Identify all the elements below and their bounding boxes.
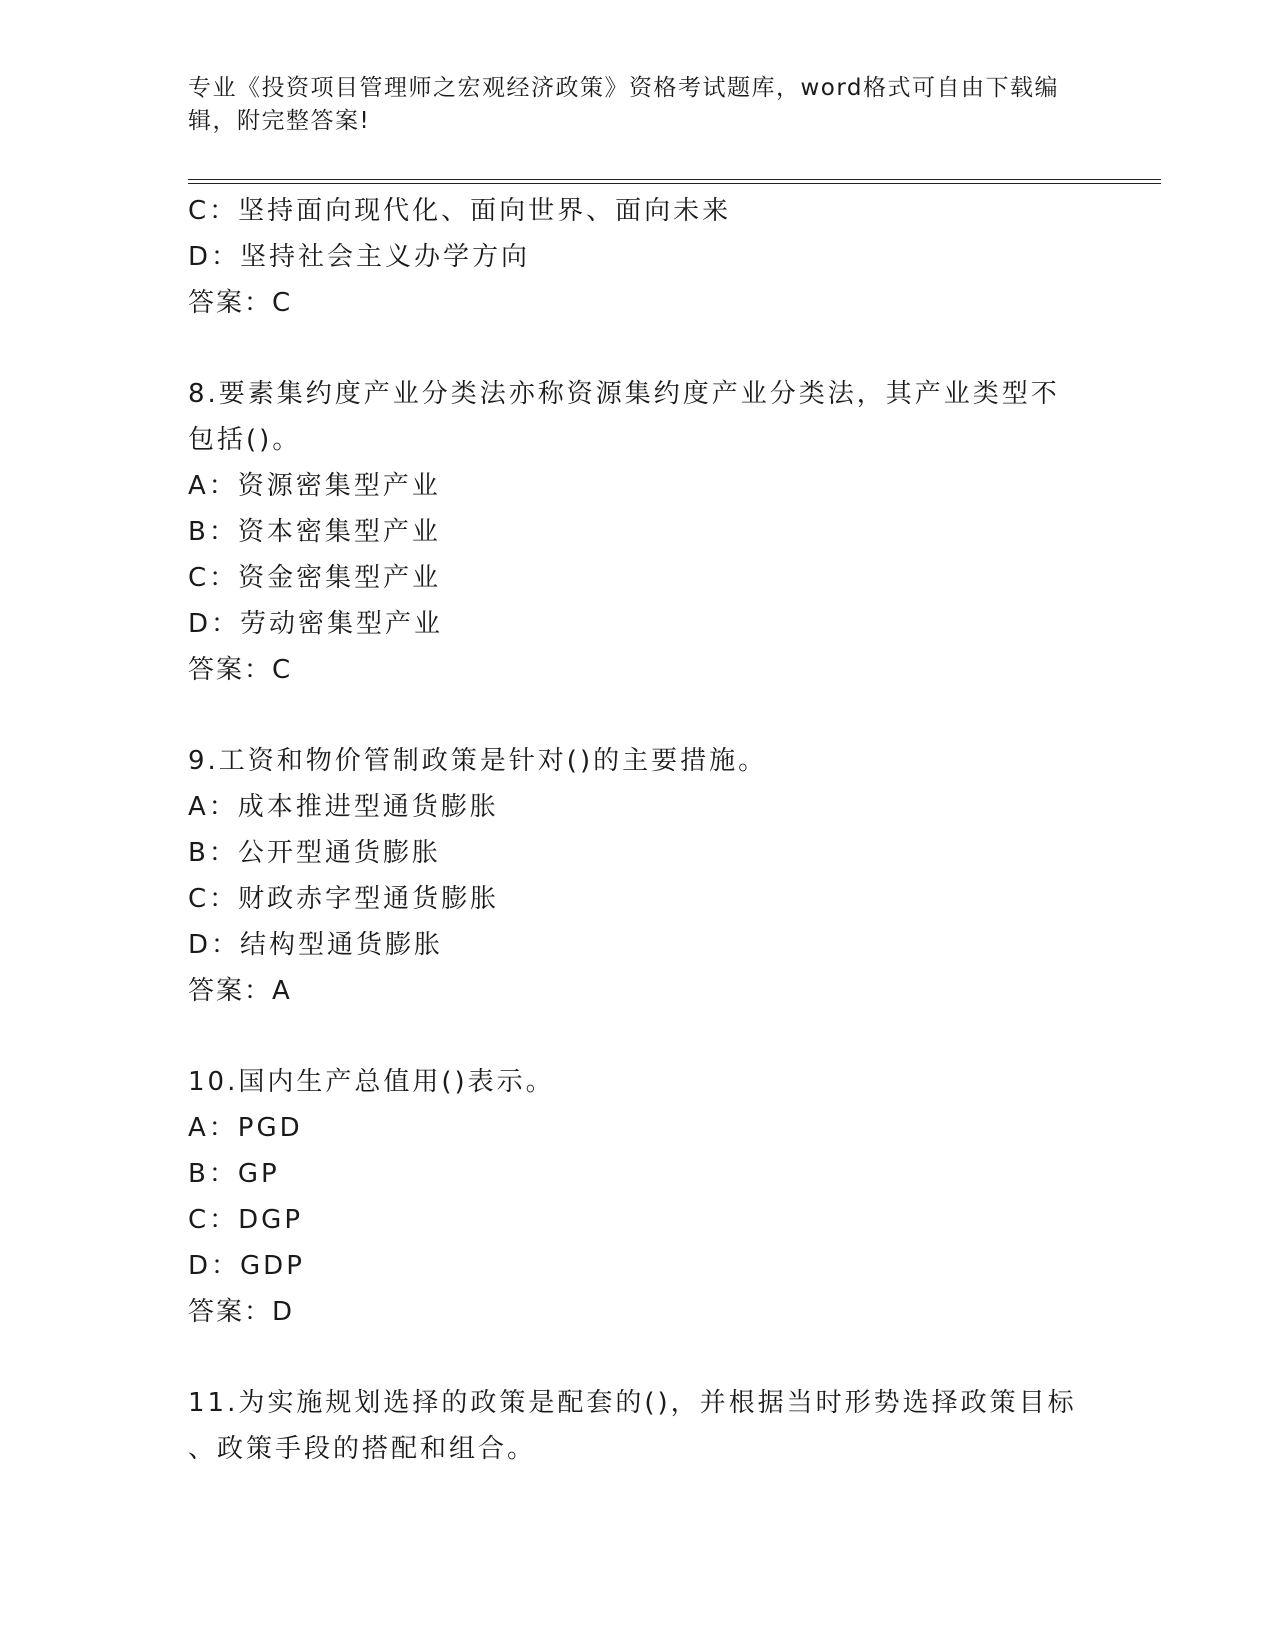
option-a: A：资源密集型产业 [188,471,441,501]
question-8 [188,371,1088,693]
option-c: C：财政赤字型通货膨胀 [188,884,500,914]
option-b: B：公开型通货膨胀 [188,838,441,868]
document-header [188,72,1088,138]
option-c: C：坚持面向现代化、面向世界、面向未来 [188,196,732,226]
option-b: B：资本密集型产业 [188,517,441,547]
question-9 [188,738,1088,1014]
question-stem: 9.工资和物价管制政策是针对()的主要措施。 [188,746,768,776]
header-divider-bottom [188,183,1161,184]
header-line-2: 辑，附完整答案! [188,108,371,134]
option-c: C：资金密集型产业 [188,563,442,593]
option-d: D：GDP [188,1251,305,1281]
header-divider-top [188,179,1161,180]
question-stem: 11.为实施规划选择的政策是配套的()，并根据当时形势选择政策目标 [188,1388,1077,1418]
question-7-continuation [188,188,1088,326]
option-a: A：成本推进型通货膨胀 [188,792,499,822]
answer-line: 答案：C [188,288,293,318]
option-d: D：结构型通货膨胀 [188,930,444,960]
answer-line: 答案：C [188,655,293,685]
question-stem: 、政策手段的搭配和组合。 [188,1434,537,1464]
question-list [188,188,1088,1472]
option-d: D：劳动密集型产业 [188,609,444,639]
question-10 [188,1059,1088,1335]
question-stem: 包括()。 [188,425,302,455]
option-a: A：PGD [188,1113,303,1143]
option-c: C：DGP [188,1205,304,1235]
question-11 [188,1380,1088,1472]
option-d: D：坚持社会主义办学方向 [188,242,531,272]
question-stem: 8.要素集约度产业分类法亦称资源集约度产业分类法，其产业类型不 [188,379,1060,409]
question-stem: 10.国内生产总值用()表示。 [188,1067,555,1097]
header-line-1: 专业《投资项目管理师之宏观经济政策》资格考试题库，word格式可自由下载编 [188,75,1060,101]
answer-line: 答案：D [188,1297,295,1327]
option-b: B：GP [188,1159,280,1189]
answer-line: 答案：A [188,976,292,1006]
